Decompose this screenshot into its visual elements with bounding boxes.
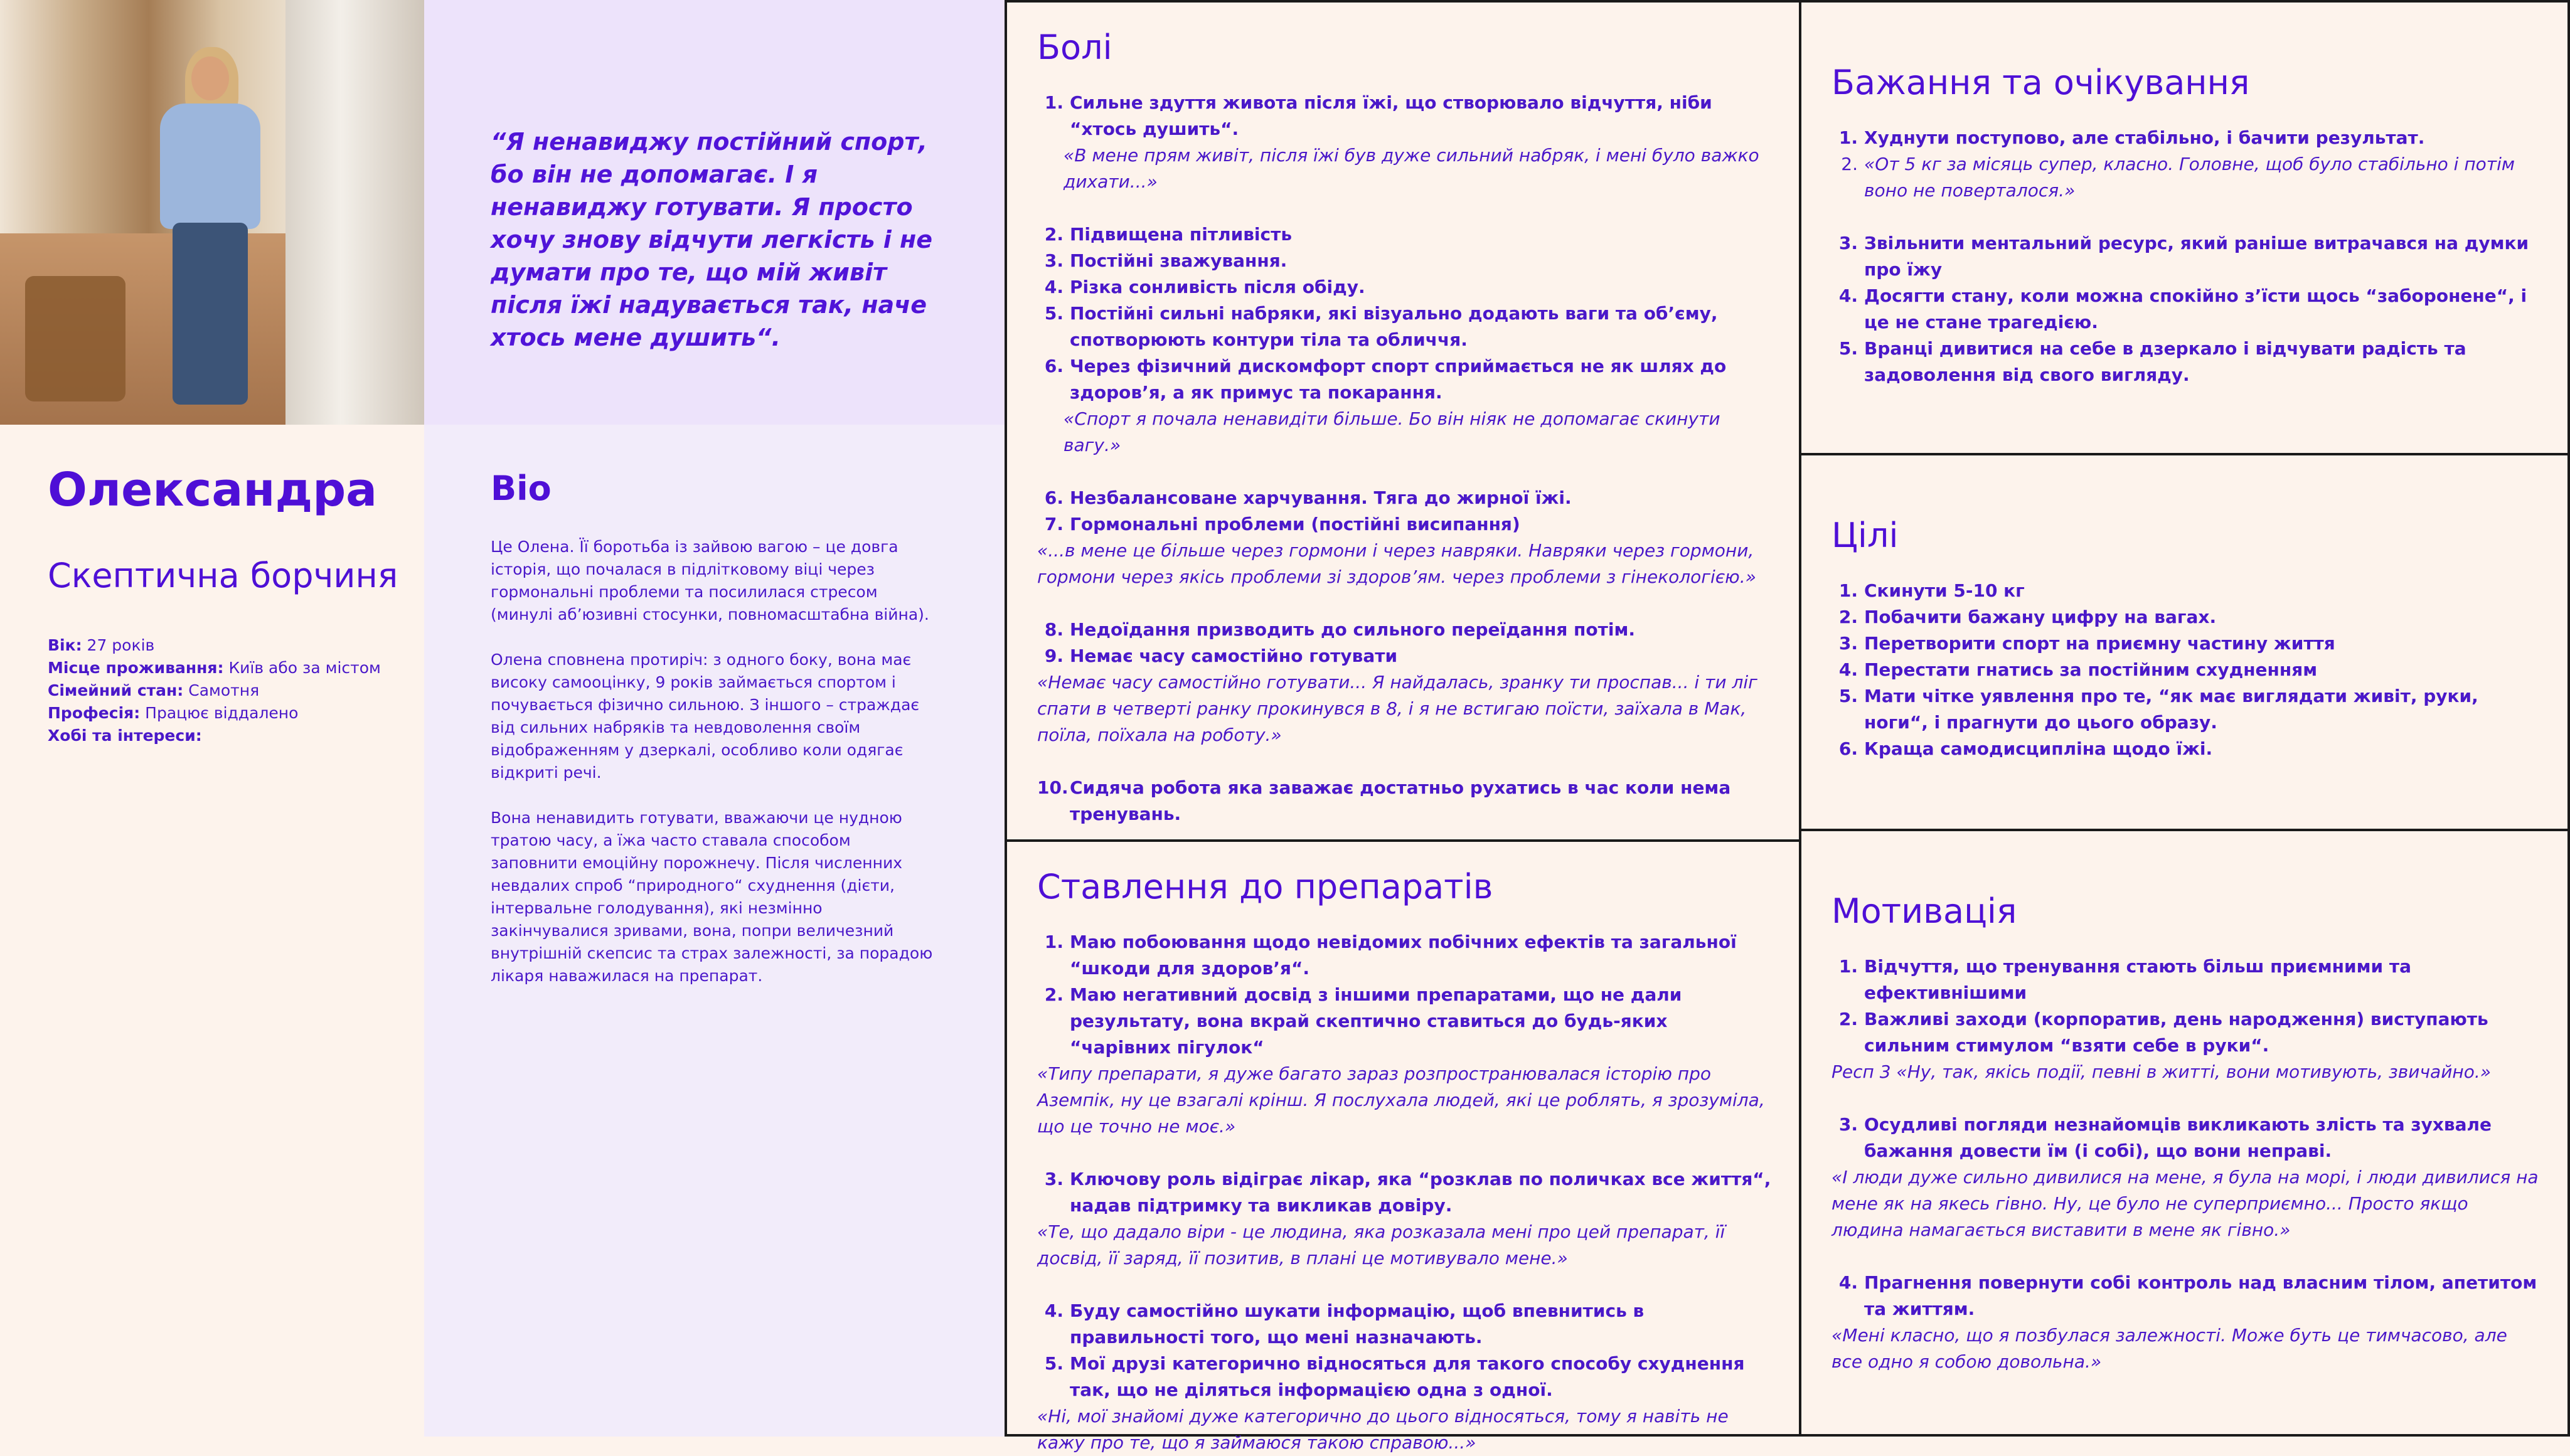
quote-panel	[424, 0, 1005, 425]
item-text: Буду самостійно шукати інформацію, щоб впевнитись в правильності того, що мені назначають.	[1070, 1300, 1645, 1347]
item-number: 10.	[1037, 777, 1069, 798]
item-number: 3.	[1044, 1168, 1064, 1189]
fact-label: Професія:	[48, 703, 141, 722]
motivation-title: Мотивація	[1832, 891, 2017, 931]
item-number: 4.	[1044, 276, 1064, 297]
fact-label: Хобі та інтереси:	[48, 726, 202, 745]
attitude-item-quote: «Те, що дадало віри - це людина, яка розказала мені про цей препарат, її досвід, її заряд, її позитив, в плані це мотивувало мене.»	[1037, 1221, 1725, 1268]
motivation-item	[1832, 954, 2542, 1006]
goals-item	[1832, 630, 2542, 657]
pains-item	[1037, 248, 1774, 274]
fact-value: Київ або за містом	[228, 658, 381, 677]
motivation-item	[1832, 1112, 2542, 1164]
photo-chair	[25, 276, 125, 401]
item-text: Важливі заходи (корпоратив, день народження) виступають сильним стимулом “взяти себе в руки“.	[1864, 1008, 2488, 1056]
item-number: 6.	[1044, 355, 1064, 376]
wishes-item	[1832, 283, 2542, 336]
item-text: Вранці дивитися на себе в дзеркало і відчувати радість та задоволення від свого вигляду.	[1864, 337, 2466, 385]
item-text: Сидяча робота яка заважає достатньо рухатись в час коли нема тренувань.	[1070, 777, 1731, 824]
persona-role: Скептична борчиня	[48, 555, 398, 595]
item-text: Ключову роль відіграє лікар, яка “розклав по поличках все життя“, надав підтримку та викликав довіру.	[1070, 1168, 1771, 1216]
item-text: Худнути поступово, але стабільно, і бачити результат.	[1864, 127, 2425, 148]
item-text: Побачити бажану цифру на вагах.	[1864, 606, 2217, 627]
item-number: 2.	[1838, 1008, 1858, 1029]
pains-card	[1005, 0, 1801, 842]
bio-paragraph: Це Олена. Її боротьба із зайвою вагою – це довга історія, що почалася в підлітковому віці через гормональні проблеми та посилилася стресом (минулі аб’юзивні стосунки, повномасштабна війна).	[491, 537, 929, 624]
attitude-card	[1005, 839, 1801, 1453]
item-number: 1.	[1044, 931, 1064, 952]
goals-item	[1832, 683, 2542, 736]
motivation-item-quote: «Мені класно, що я позбулася залежності. Може буть це тимчасово, але все одно я собою довольна.»	[1832, 1324, 2507, 1372]
item-number: 3.	[1838, 632, 1858, 654]
fact-residence	[48, 657, 405, 679]
item-text: Досягти стану, коли можна спокійно з’їсти щось “заборонене“, і це не стане трагедією.	[1864, 285, 2527, 332]
item-text: Гормональні проблеми (постійні висипання)	[1070, 513, 1520, 534]
item-number: 1.	[1044, 92, 1064, 113]
attitude-item	[1037, 1351, 1774, 1403]
item-number: 7.	[1044, 513, 1064, 534]
item-quote: «От 5 кг за місяць супер, класно. Головне, щоб було стабільно і потім воно не поверталося.»	[1864, 153, 2515, 201]
fact-hobbies	[48, 725, 405, 747]
fact-label: Вік:	[48, 635, 82, 654]
pains-item	[1037, 617, 1774, 643]
fact-profession	[48, 702, 405, 725]
persona-photo	[0, 0, 424, 425]
item-text: Немає часу самостійно готувати	[1070, 645, 1398, 666]
item-text: Звільнити ментальний ресурс, який раніше витрачався на думки про їжу	[1864, 232, 2529, 280]
pains-item	[1037, 221, 1774, 248]
item-number: 1.	[1838, 955, 1858, 977]
bio-title: Bio	[491, 469, 552, 508]
item-number: 9.	[1044, 645, 1064, 666]
bio-panel	[424, 425, 1005, 1437]
item-text: Підвищена пітливість	[1070, 223, 1293, 245]
item-number: 5.	[1838, 685, 1858, 706]
photo-person-shirt	[160, 104, 260, 229]
wishes-item	[1832, 151, 2542, 204]
pains-item-quote: «Немає часу самостійно готувати... Я найдалась, зранку ти проспав... і ти ліг спати в четверті ранку прокинувся в 8, і я не встигаю поїсти, заїхала в Мак, поїла, поїхала на роботу.»	[1037, 671, 1757, 745]
fact-label: Сімейний стан:	[48, 681, 184, 699]
motivation-item-quote: «І люди дуже сильно дивилися на мене, я була на морі, і люди дивилися на мене як на якесь гівно. Ну, це було не суперприємно... Просто якщо людина намагається виставити в мене як гівно.»	[1832, 1166, 2539, 1240]
item-text: Краща самодисципліна щодо їжі.	[1864, 738, 2213, 759]
goals-item	[1832, 657, 2542, 683]
motivation-card	[1799, 829, 2570, 1437]
item-text: Постійні зважування.	[1070, 250, 1288, 271]
fact-age	[48, 634, 405, 657]
item-number: 1.	[1838, 127, 1858, 148]
fact-value: 27 років	[87, 635, 155, 654]
attitude-item	[1037, 982, 1774, 1061]
fact-marital-status	[48, 679, 405, 702]
pains-item	[1037, 775, 1774, 827]
photo-glass-wall	[285, 0, 424, 425]
item-number: 4.	[1044, 1300, 1064, 1321]
item-text: Різка сонливість після обіду.	[1070, 276, 1365, 297]
item-number: 6.	[1838, 738, 1858, 759]
item-number: 2.	[1044, 223, 1064, 245]
item-number: 4.	[1838, 659, 1858, 680]
item-number: 3.	[1838, 232, 1858, 253]
wishes-title: Бажання та очікування	[1832, 63, 2250, 102]
item-text: Через фізичний дискомфорт спорт сприймається не як шлях до здоров’я, а як примус та покарання.	[1070, 355, 1727, 403]
pains-item	[1037, 300, 1774, 353]
pains-item	[1037, 274, 1774, 300]
item-number: 2.	[1044, 984, 1064, 1005]
goals-card	[1799, 453, 2570, 831]
item-number: 2.	[1838, 606, 1858, 627]
attitude-title: Ставлення до препаратів	[1037, 867, 1493, 906]
pains-title: Болі	[1037, 28, 1112, 67]
bio-paragraph: Вона ненавидить готувати, вважаючи це нудною тратою часу, а їжа часто ставала способом заповнити емоційну порожнечу. Після численних невдалих спроб “природного“ схуднення (дієти, інтервальне голодування), які незмінно закінчувалися зривами, вона, попри величезний внутрішній скепсис та страх залежності, за порадою лікаря наважилася на препарат.	[491, 808, 933, 985]
wishes-item	[1832, 336, 2542, 388]
pains-item-quote: «Спорт я почала ненавидіти більше. Бо він ніяк не допомагає скинути вагу.»	[1064, 408, 1720, 455]
fact-label: Місце проживання:	[48, 658, 224, 677]
goals-title: Цілі	[1832, 516, 1899, 555]
persona-name: Олександра	[48, 463, 378, 517]
attitude-item	[1037, 1166, 1774, 1219]
item-text: Незбалансоване харчування. Тяга до жирної їжі.	[1070, 487, 1572, 508]
item-text: Прагнення повернути собі контроль над власним тілом, апетитом та життям.	[1864, 1272, 2537, 1319]
persona-facts	[48, 634, 405, 747]
pains-item-quote: «...в мене це більше через гормони і через навряки. Навряки через гормони, гормони через якісь проблеми зі здоров’ям. через проблеми з гінекологією.»	[1037, 539, 1756, 587]
item-number: 2.	[1841, 153, 1858, 174]
fact-value: Працює віддалено	[145, 703, 299, 722]
item-number: 3.	[1044, 250, 1064, 271]
item-number: 4.	[1838, 1272, 1858, 1293]
goals-item	[1832, 604, 2542, 630]
item-number: 4.	[1838, 285, 1858, 306]
item-text: Скинути 5-10 кг	[1864, 580, 2025, 601]
pains-item	[1037, 511, 1774, 538]
bio-paragraph: Олена сповнена протиріч: з одного боку, вона має високу самооцінку, 9 років займається спортом і почувається фізично сильною. З іншого – страждає від сильних набряків та невдоволення своїм відображенням у дзеркалі, особливо коли одягає відкриті речі.	[491, 650, 920, 782]
item-text: Осудливі погляди незнайомців викликають злість та зухвале бажання довести їм (і собі), що вони неправі.	[1864, 1113, 2492, 1161]
item-number: 3.	[1838, 1113, 1858, 1135]
attitude-item-quote: «Ні, мої знайомі дуже категорично до цього відносяться, тому я навіть не кажу про те, що я займаюся такою справою...»	[1037, 1405, 1729, 1453]
item-text: Недоїдання призводить до сильного переїдання потім.	[1070, 619, 1635, 640]
item-text: Маю побоювання щодо невідомих побічних ефектів та загальної “шкоди для здоров’я“.	[1070, 931, 1737, 979]
wishes-item	[1832, 230, 2542, 283]
item-text: Маю негативний досвід з іншими препаратами, що не дали результату, вона вкрай скептично ставиться до будь-яких “чарівних пігулок“	[1070, 984, 1682, 1058]
pains-item	[1037, 643, 1774, 669]
persona-quote: “Я ненавиджу постійний спорт, бо він не допомагає. І я ненавиджу готувати. Я просто хочу знову відчути легкість і не думати про те, що мій живіт після їжі надувається так, наче хтось мене душить“.	[491, 128, 933, 351]
item-text: Сильне здуття живота після їжі, що створювало відчуття, ніби “хтось душить“.	[1070, 92, 1712, 139]
profile-panel	[0, 425, 424, 1437]
wishes-item	[1832, 125, 2542, 151]
pains-item-quote: «В мене прям живіт, після їжі був дуже сильний набряк, і мені було важко дихати...»	[1064, 144, 1759, 192]
fact-value: Самотня	[188, 681, 260, 699]
item-text: Мої друзі категорично відносяться для такого способу схуднення так, що не діляться інформацією одна з одної.	[1070, 1352, 1745, 1400]
goals-item	[1832, 578, 2542, 604]
item-text: Мати чітке уявлення про те, “як має виглядати живіт, руки, ноги“, і прагнути до цього образу.	[1864, 685, 2478, 733]
motivation-item	[1832, 1006, 2542, 1059]
item-text: Перестати гнатись за постійним схудненням	[1864, 659, 2318, 680]
pains-item	[1037, 353, 1774, 406]
goals-item	[1832, 736, 2542, 762]
wishes-card	[1799, 0, 2570, 455]
item-text: Перетворити спорт на приємну частину життя	[1864, 632, 2335, 654]
motivation-item	[1832, 1270, 2542, 1322]
item-text: Відчуття, що тренування стають більш приємними та ефективнішими	[1864, 955, 2411, 1003]
attitude-item	[1037, 929, 1774, 982]
item-number: 8.	[1044, 619, 1064, 640]
pains-item	[1037, 485, 1774, 511]
pains-item	[1037, 90, 1774, 142]
item-number: 6.	[1044, 487, 1064, 508]
photo-person-jeans	[173, 223, 248, 405]
item-number: 5.	[1838, 337, 1858, 359]
item-number: 1.	[1838, 580, 1858, 601]
item-number: 5.	[1044, 1352, 1064, 1374]
item-number: 5.	[1044, 302, 1064, 324]
attitude-item	[1037, 1298, 1774, 1351]
attitude-item-quote: «Типу препарати, я дуже багато зараз розпространювалася історію про Аземпік, ну це взагалі крінш. Я послухала людей, які це роблять, я зрозуміла, що це точно не моє.»	[1037, 1063, 1765, 1137]
photo-person-head	[191, 56, 229, 100]
item-text: Постійні сильні набряки, які візуально додають ваги та об’єму, спотворюють контури тіла та обличчя.	[1070, 302, 1718, 350]
motivation-item-quote: Респ 3 «Ну, так, якісь події, певні в житті, вони мотивують, звичайно.»	[1832, 1061, 2492, 1082]
